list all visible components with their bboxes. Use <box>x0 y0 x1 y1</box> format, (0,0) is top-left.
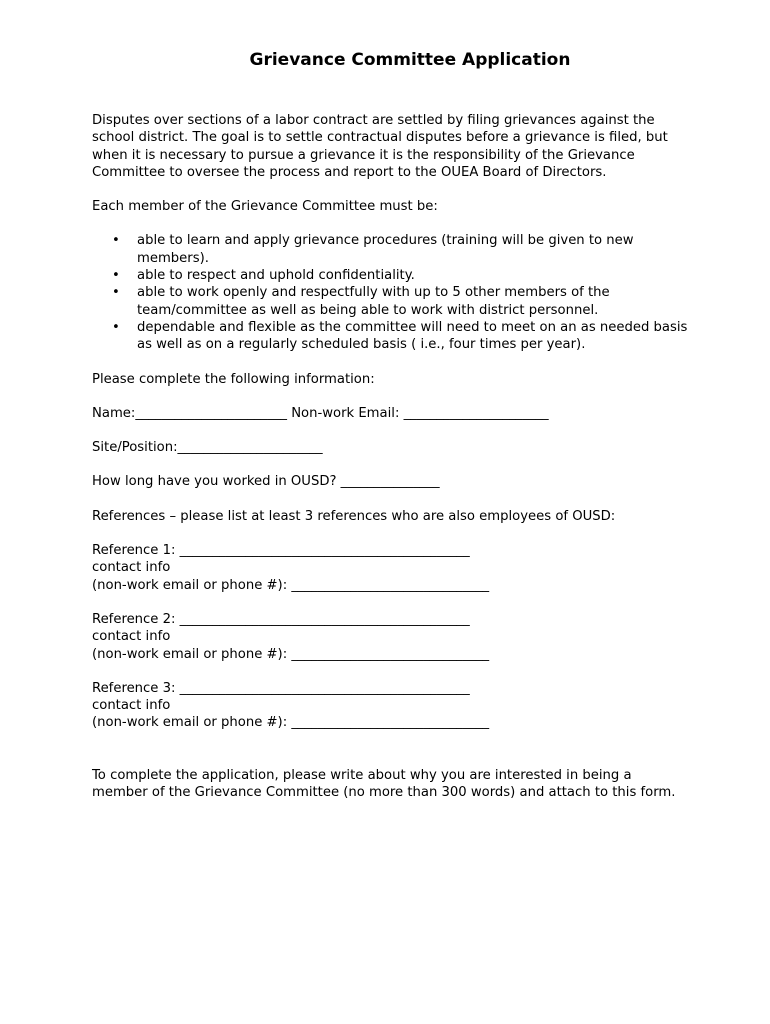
requirement-item <box>92 284 690 319</box>
requirement-text: dependable and flexible as the committee will need to meet on an as needed basis as well as on a regularly scheduled basis ( i.e., four times per year). <box>137 319 688 353</box>
reference-1-field-line[interactable]: Reference 1: ____________________________________________ <box>92 543 470 559</box>
requirement-item <box>92 267 690 284</box>
reference-3-contact-label: contact info <box>92 698 171 714</box>
reference-3-field-line[interactable]: Reference 3: ____________________________________________ <box>92 680 470 696</box>
requirement-text: able to learn and apply grievance procedures (training will be given to new members). <box>137 233 634 266</box>
site-position-field-line[interactable]: Site/Position:______________________ <box>92 440 323 456</box>
bullet-icon: • <box>112 268 120 284</box>
reference-2-field-line[interactable]: Reference 2: ____________________________________________ <box>92 611 470 627</box>
requirement-item <box>92 232 690 267</box>
bullet-icon: • <box>112 233 120 249</box>
requirement-text: able to respect and uphold confidentiality. <box>137 268 415 284</box>
reference-2-contact-label: contact info <box>92 629 171 645</box>
reference-1-contact-field-line[interactable]: (non-work email or phone #): ______________________________ <box>92 577 490 593</box>
form-prompt: Please complete the following information: <box>92 371 375 387</box>
reference-1-block <box>92 542 690 594</box>
name-email-field-line[interactable]: Name:_______________________ Non-work Email: ______________________ <box>92 405 549 421</box>
reference-2-contact-field-line[interactable]: (non-work email or phone #): ______________________________ <box>92 646 490 662</box>
reference-3-contact-field-line[interactable]: (non-work email or phone #): ______________________________ <box>92 715 490 731</box>
references-prompt: References – please list at least 3 references who are also employees of OUSD: <box>92 508 616 524</box>
closing-paragraph: To complete the application, please write about why you are interested in being a member of the Grievance Committee (no more than 300 words) and attach to this form. <box>92 767 676 801</box>
requirement-item <box>92 319 690 354</box>
requirement-text: able to work openly and respectfully with up to 5 other members of the team/committee as well as being able to work with district personnel. <box>137 285 610 318</box>
page-title: Grievance Committee Application <box>249 50 571 70</box>
requirements-intro: Each member of the Grievance Committee must be: <box>92 199 438 215</box>
intro-paragraph: Disputes over sections of a labor contract are settled by filing grievances against the school district. The goal is to settle contractual disputes before a grievance is filed, but when it is necessary to pursue a grievance it is the responsibility of the Grievance Committee to oversee the process and report to the OUEA Board of Directors. <box>92 113 668 180</box>
reference-1-contact-label: contact info <box>92 560 171 576</box>
requirements-list <box>92 232 690 353</box>
bullet-icon: • <box>112 319 120 335</box>
reference-2-block <box>92 611 690 663</box>
tenure-field-line[interactable]: How long have you worked in OUSD? _______________ <box>92 474 440 490</box>
bullet-icon: • <box>112 285 120 301</box>
reference-3-block <box>92 680 690 732</box>
